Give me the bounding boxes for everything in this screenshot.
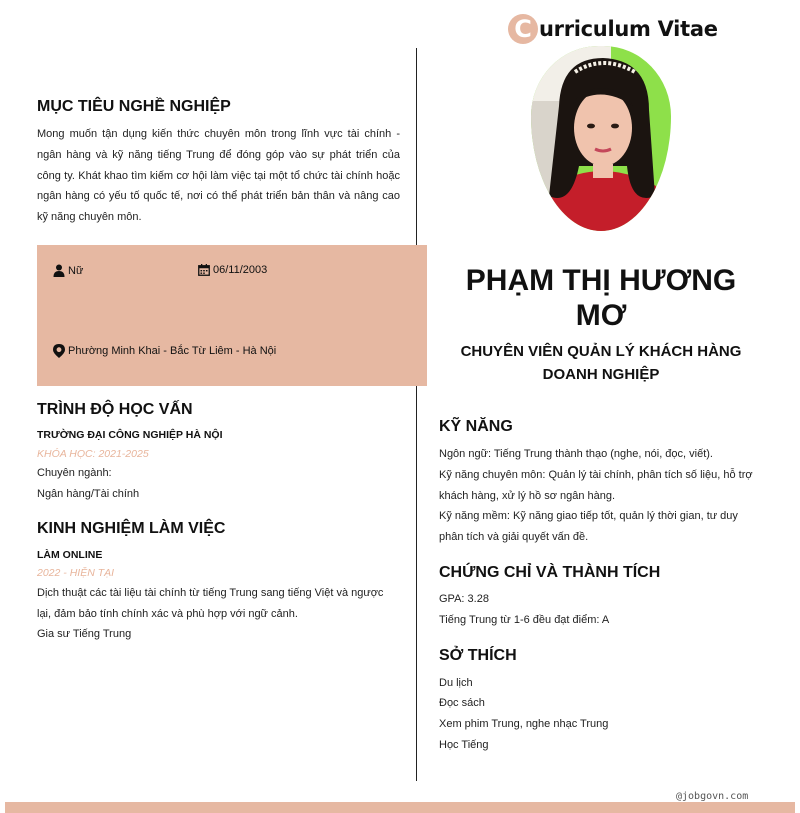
skills-heading: KỸ NĂNG [439,418,513,435]
objective-text: Mong muốn tận dụng kiến thức chuyên môn trong lĩnh vực tài chính - ngân hàng và kỹ năng tiếng Trung để đóng góp vào sự phát triển của công ty. Khát khao tìm kiếm cơ hội làm việc tại một tổ chức tài chính hoặc ngân hàng có yếu tố quốc tế, nơi có thể phát triển bản thân và nâng cao kỹ năng chuyên môn. [37,128,400,224]
person-icon [53,264,65,277]
hobby-item: Học Tiếng [439,739,489,751]
experience-heading: KINH NGHIỆM LÀM VIỆC [37,520,226,537]
hobbies-heading: SỞ THÍCH [439,647,517,664]
certificate-gpa: GPA: 3.28 [439,593,489,605]
experience-description: Dịch thuật các tài liệu tài chính từ tiếng Trung sang tiếng Việt và ngược lại, đảm bảo tính chính xác và phù hợp với ngữ cảnh. [37,587,384,620]
footer-bar [5,802,795,813]
address-value: Phường Minh Khai - Bắc Từ Liêm - Hà Nội [68,345,277,357]
gender-item [53,264,83,277]
experience-period: 2022 - HIỆN TẠI [37,567,115,579]
cv-title-text: urriculum Vitae [539,17,718,41]
skill-professional: Kỹ năng chuyên môn: Quản lý tài chính, phân tích số liệu, hỗ trợ khách hàng, xử lý hồ sơ ngân hàng. [439,469,753,502]
education-school: TRƯỜNG ĐẠI CÔNG NGHIỆP HÀ NỘI [37,429,223,441]
job-title: CHUYÊN VIÊN QUẢN LÝ KHÁCH HÀNG DOANH NGHIỆP [460,343,742,383]
hobby-item: Du lịch [439,677,473,689]
column-divider [416,48,417,781]
hobby-item: Xem phim Trung, nghe nhạc Trung [439,718,609,730]
skill-language: Ngôn ngữ: Tiếng Trung thành thạo (nghe, nói, đọc, viết). [439,448,713,460]
calendar-icon [198,264,210,276]
education-major: Ngân hàng/Tài chính [37,488,140,500]
gender-value: Nữ [68,264,84,277]
experience-title: LÀM ONLINE [37,549,103,561]
address-item [53,344,276,358]
education-major-label: Chuyên ngành: [37,467,112,479]
profile-photo [531,46,671,231]
location-pin-icon [53,344,65,358]
certificates-heading: CHỨNG CHỈ VÀ THÀNH TÍCH [439,564,661,581]
watermark: @jobgovn.com [676,791,749,802]
certificate-chinese: Tiếng Trung từ 1-6 đều đạt điểm: A [439,614,610,626]
birthday-item [198,264,267,276]
personal-info-box [37,245,427,386]
cv-title [508,14,718,44]
objective-heading: MỤC TIÊU NGHỀ NGHIỆP [37,98,231,115]
skill-soft: Kỹ năng mềm: Kỹ năng giao tiếp tốt, quản lý thời gian, tư duy phân tích và giải quyết vấn đề. [439,510,738,543]
education-period: KHÓA HỌC: 2021-2025 [37,448,149,460]
cv-title-initial: C [508,14,538,44]
hobby-item: Đọc sách [439,697,485,709]
birthday-value: 06/11/2003 [213,264,268,276]
full-name: PHẠM THỊ HƯƠNG MƠ [465,264,737,332]
education-heading: TRÌNH ĐỘ HỌC VẤN [37,401,193,418]
experience-extra: Gia sư Tiếng Trung [37,628,132,640]
